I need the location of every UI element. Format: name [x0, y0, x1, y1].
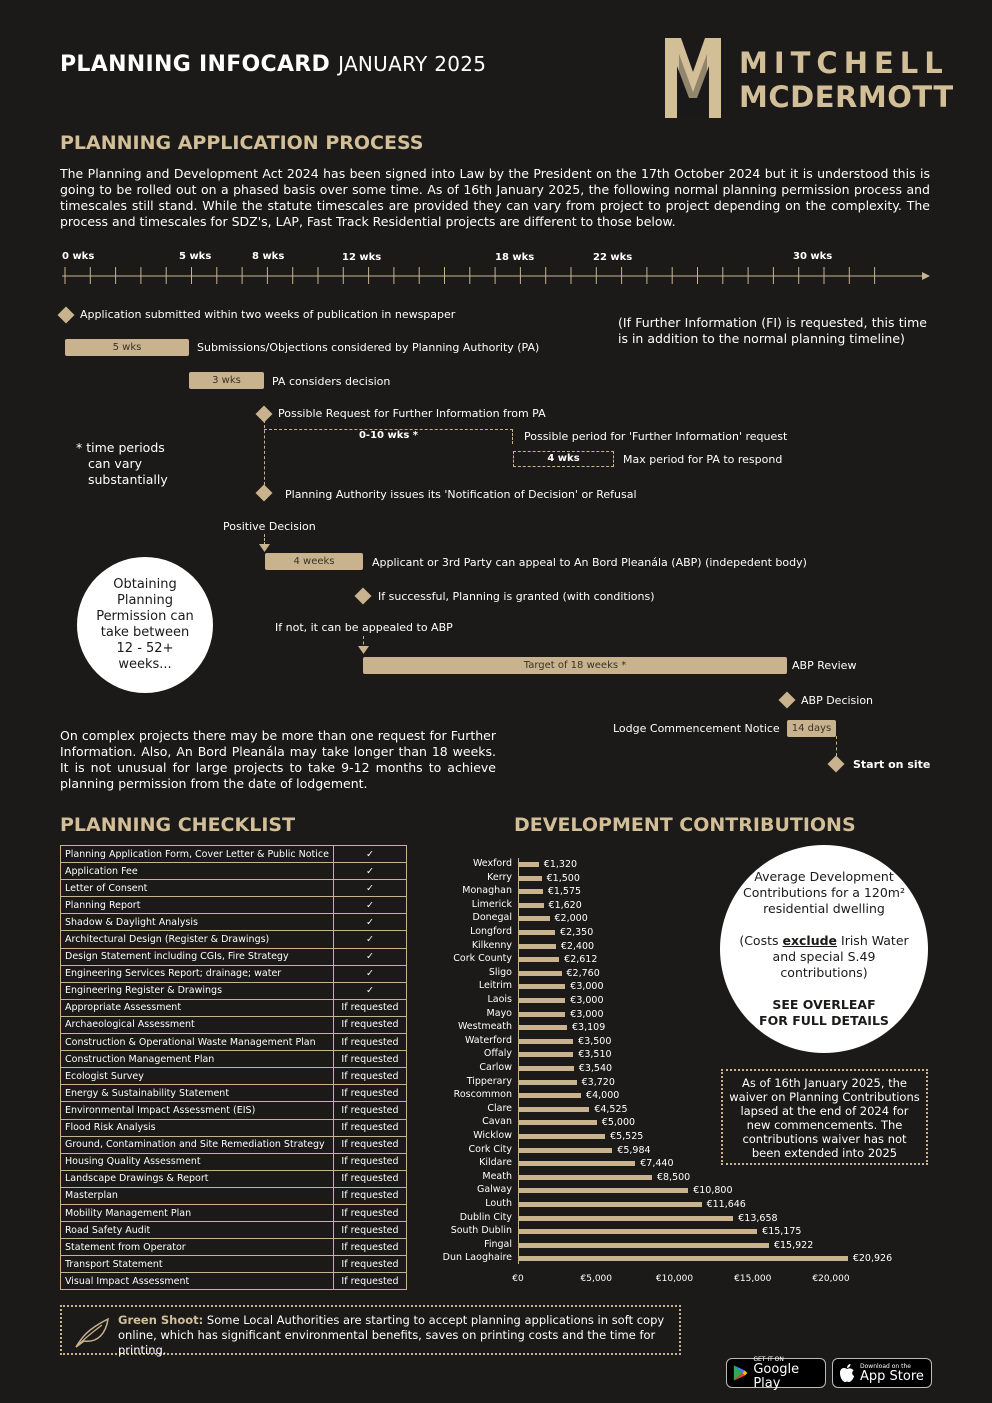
checklist-row [61, 1170, 407, 1187]
chart-category-label: Cavan [482, 1116, 512, 1128]
checklist-item: Engineering Register & Drawings [61, 982, 334, 999]
leaf-icon [72, 1315, 112, 1349]
chart-value-label: €3,000 [570, 995, 604, 1006]
timeline-label-8: 8 wks [252, 251, 285, 262]
chart-category-label: Roscommon [453, 1089, 512, 1101]
checklist-row [61, 1222, 407, 1239]
company-logo [663, 36, 954, 120]
chart-bar [518, 944, 556, 949]
checklist-row [61, 846, 407, 863]
chart-bar [518, 1012, 565, 1017]
checklist-item: Visual Impact Assessment [61, 1273, 334, 1290]
checklist-row [61, 948, 407, 965]
green-shoot-label: Green Shoot: [118, 1313, 204, 1327]
checklist-status: If requested [333, 1102, 406, 1119]
chart-category-label: Offaly [483, 1048, 512, 1060]
chart-value-label: €2,350 [560, 927, 594, 938]
chart-value-label: €2,400 [560, 940, 595, 952]
timeline-label-5: 5 wks [179, 251, 212, 262]
step-submitted: Application submitted within two weeks of publication in newspaper [80, 308, 456, 321]
logo-mark-icon [663, 36, 723, 120]
checklist-status: ✓ [333, 846, 406, 863]
checklist-status: ✓ [333, 880, 406, 897]
chart-value-label: €1,500 [546, 872, 580, 884]
bar-14days: 14 days [787, 720, 836, 737]
chart-value-label: €15,175 [762, 1226, 802, 1238]
chart-category-label: Waterford [464, 1034, 512, 1046]
checklist-row [61, 999, 407, 1016]
chart-category-label: Donegal [472, 912, 512, 924]
checklist-row [61, 1256, 407, 1273]
checklist-status: ✓ [333, 863, 406, 880]
checklist-status: If requested [333, 999, 406, 1016]
checklist-status: If requested [333, 1256, 406, 1273]
chart-value-label: €3,000 [570, 981, 604, 993]
step-start: Start on site [853, 758, 931, 771]
chart-bar [518, 889, 543, 894]
checklist-row [61, 1016, 407, 1033]
step-diamond-submitted [58, 307, 75, 324]
step-diamond-abp-decision [779, 692, 796, 709]
checklist-row [61, 1051, 407, 1068]
checklist-status: If requested [333, 1136, 406, 1153]
chart-value-label: €2,612 [564, 954, 598, 966]
checklist-status: If requested [333, 1016, 406, 1033]
google-play-label: Google Play [753, 1361, 800, 1391]
checklist-row [61, 880, 407, 897]
chart-category-label: Leitrim [478, 980, 512, 992]
bar-3wks: 3 wks [189, 372, 264, 389]
checklist-item: Construction Management Plan [61, 1051, 334, 1068]
bar-4weeks: 4 weeks [265, 553, 363, 570]
chart-bar [518, 903, 544, 908]
chart-value-label: €2,760 [566, 967, 600, 979]
chart-value-label: €2,000 [554, 913, 588, 925]
chart-category-label: Galway [476, 1184, 512, 1196]
checklist-status: If requested [333, 1239, 406, 1256]
arrow-down-icon [358, 646, 369, 654]
chart-value-label: €3,510 [578, 1049, 612, 1061]
step-positive: Positive Decision [223, 520, 316, 533]
chart-bar [518, 1188, 688, 1193]
checklist-item: Transport Statement [61, 1256, 334, 1273]
chart-value-label: €4,000 [586, 1090, 620, 1102]
checklist-item: Landscape Drawings & Report [61, 1170, 334, 1187]
chart-category-label: Laois [487, 994, 512, 1005]
chart-value-label: €4,525 [594, 1103, 628, 1115]
step-request-fi: Possible Request for Further Information from PA [278, 407, 546, 420]
chart-category-label: Dublin City [459, 1211, 512, 1223]
checklist-item: Mobility Management Plan [61, 1204, 334, 1221]
process-heading: PLANNING APPLICATION PROCESS [60, 132, 424, 154]
checklist-item: Planning Report [61, 897, 334, 914]
checklist-row [61, 965, 407, 982]
chart-bar [518, 1066, 574, 1071]
app-store-small: Download on the [860, 1362, 911, 1370]
chart-bar [518, 971, 562, 976]
title-bold: PLANNING INFOCARD [60, 52, 331, 77]
step-diamond-notification [256, 485, 273, 502]
chart-category-label: Meath [482, 1170, 512, 1182]
exclusions-text: (Costs exclude Irish Water and special S.49 contributions) [739, 933, 909, 980]
checklist-item: Engineering Services Report; drainage; water [61, 965, 334, 982]
chart-value-label: €3,109 [572, 1022, 606, 1034]
checklist-item: Ecologist Survey [61, 1068, 334, 1085]
chart-y-axis [518, 858, 519, 1264]
checklist-status: ✓ [333, 914, 406, 931]
chart-value-label: €5,525 [610, 1131, 644, 1142]
chart-value-label: €20,926 [852, 1253, 893, 1265]
checklist-row [61, 914, 407, 931]
checklist-row [61, 1153, 407, 1170]
checklist-row [61, 1204, 407, 1221]
checklist-item: Ground, Contamination and Site Remediation Strategy [61, 1136, 334, 1153]
chart-category-label: South Dublin [450, 1225, 512, 1237]
chart-bar [518, 862, 539, 867]
bar-target: Target of 18 weeks * [363, 657, 787, 674]
chart-value-label: €3,500 [578, 1035, 612, 1047]
bar-4wks-label: 4 wks [547, 453, 580, 464]
checklist-row [61, 1239, 407, 1256]
chart-bar [518, 1229, 757, 1234]
app-store-label: App Store [860, 1368, 924, 1384]
checklist-item: Architectural Design (Register & Drawings) [61, 931, 334, 948]
chart-value-label: €13,658 [738, 1212, 778, 1224]
chart-bar [518, 1243, 769, 1248]
chart-category-label: Dun Laoghaire [442, 1252, 512, 1264]
chart-bar [518, 1175, 652, 1180]
checklist-row [61, 931, 407, 948]
fi-note: (If Further Information (FI) is requested, this time is in addition to the normal planning timeline) [618, 315, 927, 346]
chart-category-label: Kildare [479, 1157, 512, 1169]
chart-bar [518, 930, 555, 935]
checklist-table [60, 845, 407, 1290]
chart-bar [518, 1039, 573, 1044]
see-overleaf-text: SEE OVERLEAF FOR FULL DETAILS [759, 997, 889, 1028]
chart-bar [518, 1093, 581, 1098]
chart-category-label: Longford [470, 926, 512, 937]
chart-bar [518, 1134, 605, 1139]
checklist-row [61, 1068, 407, 1085]
time-periods-note: * time periods can vary substantially [76, 440, 168, 487]
checklist-item: Construction & Operational Waste Management Plan [61, 1034, 334, 1051]
step-diamond-start [828, 756, 845, 773]
chart-category-label: Sligo [488, 966, 512, 978]
chart-category-label: Wexford [472, 858, 512, 869]
chart-value-label: €3,000 [570, 1008, 604, 1020]
step-notification: Planning Authority issues its 'Notification of Decision' or Refusal [285, 488, 637, 501]
bar-5wks: 5 wks [65, 339, 189, 356]
chart-x-tick: €15,000 [734, 1274, 772, 1284]
chart-value-label: €3,720 [581, 1076, 615, 1088]
checklist-item: Flood Risk Analysis [61, 1119, 334, 1136]
timeline-label-0: 0 wks [62, 251, 95, 262]
bar-fi-label: 0-10 wks * [358, 430, 419, 441]
chart-x-tick: €10,000 [655, 1274, 694, 1284]
chart-category-label: Mayo [486, 1007, 512, 1019]
title-date: JANUARY 2025 [338, 52, 487, 76]
checklist-item: Masterplan [61, 1187, 334, 1204]
chart-value-label: €15,922 [773, 1239, 814, 1251]
checklist-item: Shadow & Daylight Analysis [61, 914, 334, 931]
average-contributions-text: Average Development Contributions for a 120m² residential dwelling [743, 869, 905, 916]
chart-bar [518, 1202, 702, 1207]
checklist-status: If requested [333, 1068, 406, 1085]
checklist-status: If requested [333, 1204, 406, 1221]
checklist-row [61, 897, 407, 914]
app-store-button[interactable] [832, 1358, 932, 1388]
chart-value-label: €3,540 [578, 1063, 613, 1074]
average-contributions-circle [720, 845, 928, 1053]
chart-category-label: Westmeath [457, 1021, 512, 1033]
chart-bar [518, 1120, 597, 1125]
chart-category-label: Wicklow [473, 1130, 512, 1141]
checklist-row [61, 1119, 407, 1136]
timeline-label-18: 18 wks [495, 252, 535, 263]
chart-bar [518, 1080, 577, 1085]
connector-start [836, 736, 837, 756]
checklist-row [61, 1136, 407, 1153]
chart-value-label: €10,800 [693, 1185, 733, 1197]
chart-category-label: Clare [487, 1102, 512, 1114]
checklist-item: Letter of Consent [61, 880, 334, 897]
chart-bar [518, 1216, 733, 1221]
step-max-period: Max period for PA to respond [623, 453, 783, 466]
checklist-heading: PLANNING CHECKLIST [60, 814, 296, 836]
chart-bar [518, 1148, 612, 1153]
chart-x-tick: €0 [512, 1274, 524, 1284]
chart-x-tick: €5,000 [580, 1274, 612, 1284]
checklist-item: Appropriate Assessment [61, 999, 334, 1016]
chart-category-label: Louth [485, 1198, 512, 1209]
apple-icon [839, 1363, 855, 1383]
chart-category-label: Tipperary [466, 1075, 512, 1087]
chart-value-label: €1,620 [548, 899, 582, 911]
checklist-row [61, 1085, 407, 1102]
chart-category-label: Limerick [471, 898, 512, 910]
process-intro: The Planning and Development Act 2024 has been signed into Law by the President on the 17th October 2024 but it is understood this is going to be rolled out on a phased basis over some time. As of 16th January 2025, the following normal planning permission process and timescales still stand. While the statute timescales are provided they can vary from project to project depending on the complexity. The process and timescales for SDZ's, LAP, Fast Track Residential projects are different to those below. [60, 166, 930, 229]
chart-value-label: €8,500 [656, 1171, 691, 1183]
connector-fi [264, 420, 265, 490]
checklist-status: If requested [333, 1034, 406, 1051]
checklist-status: If requested [333, 1051, 406, 1068]
chart-value-label: €5,984 [617, 1144, 651, 1156]
chart-bar [518, 1256, 848, 1261]
checklist-status: ✓ [333, 982, 406, 999]
chart-bar [518, 1025, 567, 1030]
chart-category-label: Cork County [453, 953, 512, 965]
google-play-small: GET IT ON [753, 1355, 784, 1363]
step-appeal: Applicant or 3rd Party can appeal to An Bord Pleanála (ABP) (indepedent body) [372, 556, 807, 569]
checklist-status: ✓ [333, 948, 406, 965]
timeline-label-30: 30 wks [793, 251, 833, 262]
google-play-icon [733, 1363, 748, 1383]
logo-text-mcdermott: MCDERMOTT [739, 80, 954, 114]
checklist-item: Energy & Sustainability Statement [61, 1085, 334, 1102]
checklist-item: Environmental Impact Assessment (EIS) [61, 1102, 334, 1119]
logo-text-mitchell: MITCHELL [739, 46, 949, 80]
checklist-status: If requested [333, 1170, 406, 1187]
duration-circle-text: Obtaining Planning Permission can take between 12 - 52+ weeks... [96, 577, 194, 672]
checklist-item: Design Statement including CGIs, Fire Strategy [61, 948, 334, 965]
checklist-item: Road Safety Audit [61, 1222, 334, 1239]
checklist-status: If requested [333, 1085, 406, 1102]
chart-value-label: €1,575 [547, 886, 582, 898]
timeline-axis [60, 262, 935, 286]
checklist-status: ✓ [333, 897, 406, 914]
duration-circle [77, 557, 213, 693]
checklist-row [61, 982, 407, 999]
page-title [60, 52, 486, 77]
chart-category-label: Kerry [487, 871, 512, 883]
chart-category-label: Carlow [479, 1062, 512, 1073]
chart-category-label: Cork City [468, 1143, 512, 1155]
chart-bar [518, 916, 550, 921]
chart-bar [518, 1107, 589, 1112]
chart-bar [518, 998, 565, 1003]
chart-bar [518, 984, 565, 989]
chart-category-label: Fingal [484, 1238, 512, 1250]
step-diamond-granted [355, 588, 372, 605]
green-shoot-text: Some Local Authorities are starting to accept planning applications in soft copy online, which has significant environmental benefits, saves on printing costs and the time for printing. [118, 1313, 665, 1357]
chart-category-label: Monaghan [462, 885, 512, 897]
checklist-status: ✓ [333, 965, 406, 982]
checklist-row [61, 863, 407, 880]
checklist-status: If requested [333, 1222, 406, 1239]
step-abp-decision: ABP Decision [801, 694, 874, 707]
step-pa-considers: PA considers decision [272, 375, 391, 388]
checklist-status: If requested [333, 1119, 406, 1136]
green-shoot-box [60, 1305, 681, 1355]
checklist-item: Application Fee [61, 863, 334, 880]
checklist-status: ✓ [333, 931, 406, 948]
checklist-row [61, 1034, 407, 1051]
checklist-item: Archaeological Assessment [61, 1016, 334, 1033]
step-fi-period: Possible period for 'Further Information' request [524, 430, 788, 443]
timeline-label-12: 12 wks [342, 252, 382, 263]
checklist-row [61, 1102, 407, 1119]
step-submissions: Submissions/Objections considered by Planning Authority (PA) [197, 341, 540, 354]
waiver-note: As of 16th January 2025, the waiver on Planning Contributions lapsed at the end of 2024 for new commencements. The contributions waiver has not been extended into 2025 [721, 1069, 928, 1165]
chart-bar [518, 876, 542, 881]
contributions-heading: DEVELOPMENT CONTRIBUTIONS [514, 814, 856, 836]
step-lodge: Lodge Commencement Notice [613, 722, 780, 735]
chart-bar [518, 1161, 635, 1166]
step-if-not: If not, it can be appealed to ABP [275, 621, 453, 634]
google-play-button[interactable] [726, 1355, 826, 1391]
checklist-item: Statement from Operator [61, 1239, 334, 1256]
chart-x-tick: €20,000 [812, 1274, 850, 1284]
chart-category-label: Kilkenny [471, 939, 512, 951]
chart-value-label: €7,440 [640, 1158, 674, 1170]
step-abp-review: ABP Review [792, 659, 857, 672]
checklist-row [61, 1187, 407, 1204]
checklist-item: Planning Application Form, Cover Letter & Public Notice [61, 846, 334, 863]
chart-bar [518, 1052, 573, 1057]
chart-value-label: €11,646 [706, 1199, 746, 1210]
arrow-down-icon [259, 544, 270, 552]
chart-value-label: €1,320 [543, 859, 578, 870]
checklist-row [61, 1273, 407, 1290]
checklist-status: If requested [333, 1187, 406, 1204]
checklist-status: If requested [333, 1153, 406, 1170]
chart-bar [518, 957, 559, 962]
chart-value-label: €5,000 [601, 1117, 636, 1129]
timeline-label-22: 22 wks [593, 252, 633, 263]
complex-note: On complex projects there may be more than one request for Further Information. Also, An Bord Pleanála may take longer than 18 weeks. It is not unusual for large projects to take 9-12 months to achieve planning permission from the date of lodgement. [60, 728, 496, 791]
step-granted: If successful, Planning is granted (with conditions) [378, 590, 655, 603]
checklist-status: If requested [333, 1273, 406, 1290]
checklist-item: Housing Quality Assessment [61, 1153, 334, 1170]
